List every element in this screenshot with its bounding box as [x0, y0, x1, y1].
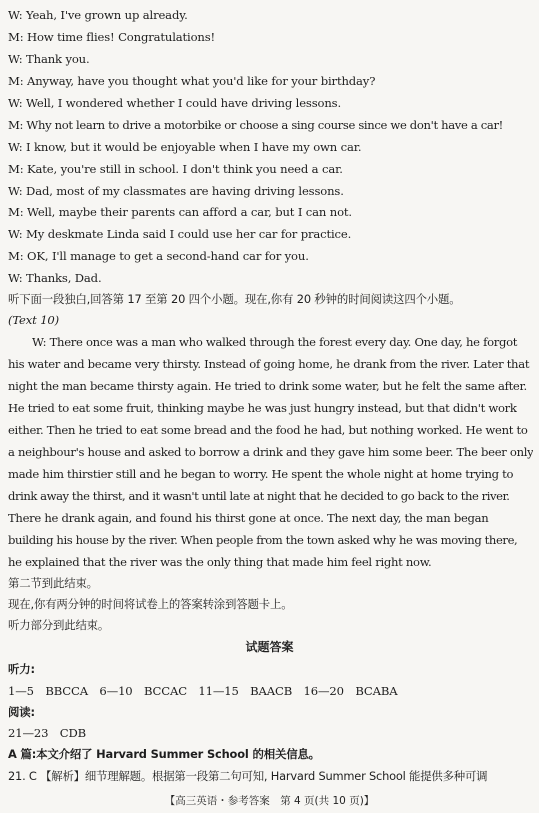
listening-label: 听力:: [8, 662, 35, 676]
monologue-line: he explained that the river was the only thing that made him feel right now.: [8, 555, 432, 569]
monologue-line: a neighbour's house and asked to borrow a drink and they gave him some beer. The beer only: [8, 445, 533, 459]
listening-answers: 1—5 BBCCA 6—10 BCCAC 11—15 BAACB 16—20 BCABA: [8, 684, 398, 698]
dialogue-line: W: Yeah, I've grown up already.: [8, 8, 188, 22]
monologue-line: There he drank again, and found his thirst gone at once. The next day, the man began: [8, 511, 489, 525]
page-footer: 【高三英语・参考答案 第 4 页(共 10 页)】: [164, 795, 375, 807]
listening-end-note: 听力部分到此结束。: [8, 618, 110, 632]
dialogue-line: W: Thank you.: [8, 52, 90, 66]
section-end-note: 第二节到此结束。: [8, 576, 98, 590]
dialogue-line: M: Why not learn to drive a motorbike or choose a sing course since we don't have a car!: [8, 118, 503, 132]
dialogue-line: W: Thanks, Dad.: [8, 271, 102, 285]
monologue-line: building his house by the river. When people from the town asked why he was moving there,: [8, 533, 518, 547]
reading-label: 阅读:: [8, 705, 35, 719]
answers-title: 试题答案: [245, 640, 294, 654]
dialogue-line: W: Well, I wondered whether I could have driving lessons.: [8, 96, 342, 110]
monologue-line: made him thirstier still and he began to worry. He spent the whole night at home trying to: [8, 467, 514, 481]
monologue-line: night the man became thirsty again. He tried to drink some water, but he felt the same after.: [8, 379, 527, 393]
dialogue-line: W: Dad, most of my classmates are having driving lessons.: [8, 184, 344, 198]
question-21-analysis: 21. C 【解析】细节理解题。根据第一段第二句可知, Harvard Summer School 能提供多种可调: [8, 769, 488, 783]
dialogue-line: W: I know, but it would be enjoyable when I have my own car.: [8, 140, 362, 154]
dialogue-line: M: Well, maybe their parents can afford a car, but I can not.: [8, 205, 352, 219]
monologue-line: either. Then he tried to eat some bread and the food he had, but nothing worked. He went to: [8, 423, 528, 437]
monologue-line: W: There once was a man who walked through the forest every day. One day, he forgot: [32, 335, 518, 349]
monologue-line: He tried to eat some fruit, thinking maybe he was just hungry instead, but that didn't work: [8, 401, 517, 415]
transfer-note: 现在,你有两分钟的时间将试卷上的答案转涂到答题卡上。: [8, 597, 293, 611]
dialogue-line: M: OK, I'll manage to get a second-hand car for you.: [8, 249, 309, 263]
monologue-line: his water and became very thirsty. Instead of going home, he drank from the river. Later that: [8, 357, 530, 371]
dialogue-line: W: My deskmate Linda said I could use her car for practice.: [8, 227, 352, 241]
reading-answers: 21—23 CDB: [8, 726, 87, 740]
text-label: (Text 10): [8, 313, 60, 327]
dialogue-line: M: Kate, you're still in school. I don't think you need a car.: [8, 162, 343, 176]
listening-instruction: 听下面一段独白,回答第 17 至第 20 四个小题。现在,你有 20 秒钟的时间阅读这四个小题。: [8, 292, 461, 306]
dialogue-line: M: Anyway, have you thought what you'd like for your birthday?: [8, 74, 376, 88]
dialogue-line: M: How time flies! Congratulations!: [8, 30, 216, 44]
section-a-summary: A 篇:本文介绍了 Harvard Summer School 的相关信息。: [8, 747, 320, 761]
monologue-line: drink away the thirst, and it wasn't until late at night that he decided to go back to the river.: [8, 489, 510, 503]
